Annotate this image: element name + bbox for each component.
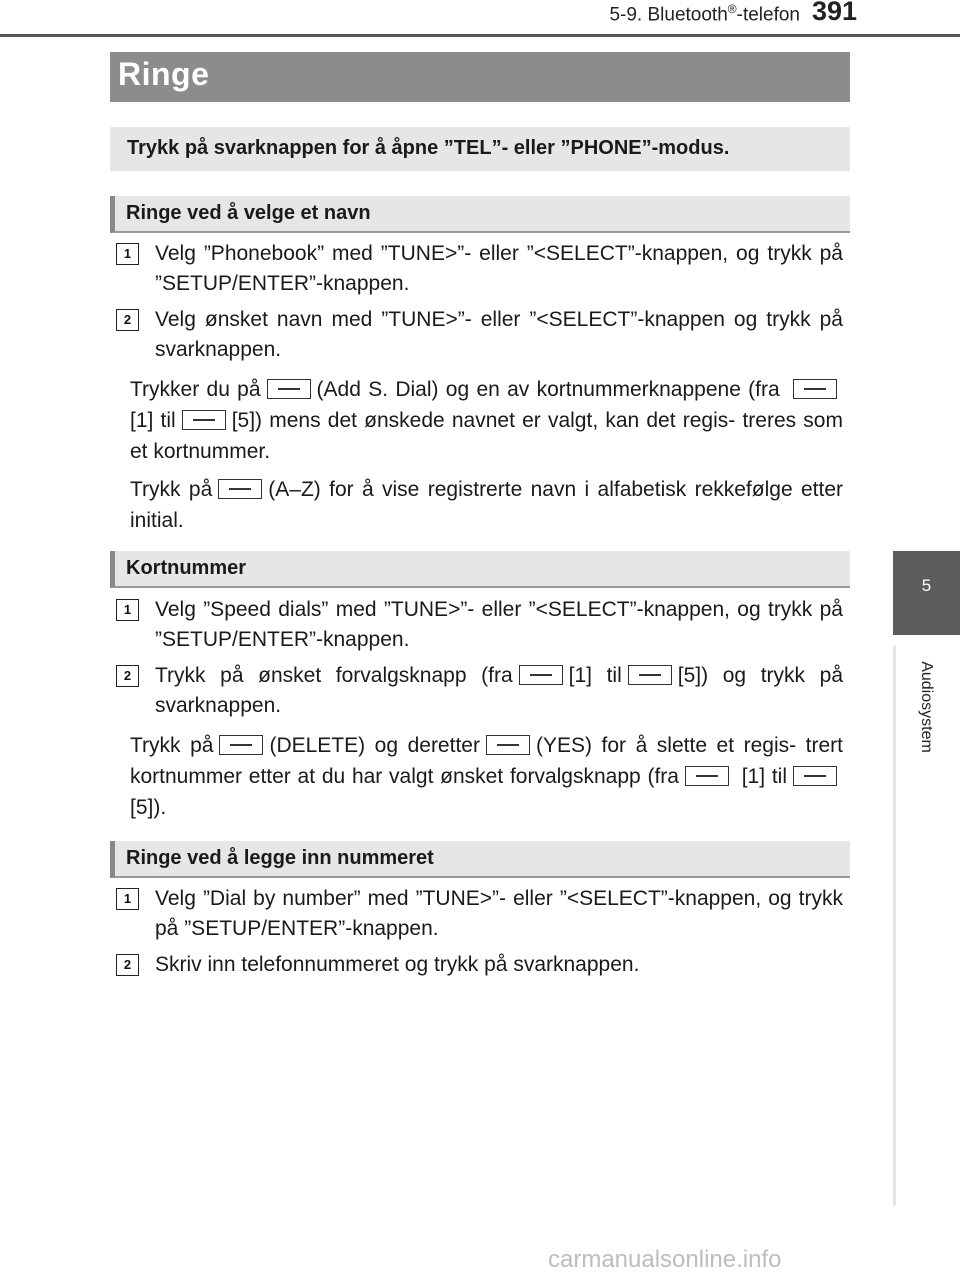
page-number: 391 bbox=[812, 0, 858, 26]
paragraph: Trykker du på (Add S. Dial) og en av kortnummerknappene (fra [1] til [5]) mens det ønskede navnet er valgt, kan det regis- treres som et kortnummer. bbox=[130, 378, 843, 463]
button-icon bbox=[793, 766, 837, 786]
section-heading: Ringe ved å legge inn nummeret bbox=[126, 847, 434, 869]
step-number: 2 bbox=[116, 954, 139, 976]
step-number: 2 bbox=[116, 665, 139, 687]
intro-box bbox=[110, 127, 850, 171]
step-number: 1 bbox=[116, 243, 139, 265]
chapter-tab: 5 bbox=[893, 551, 960, 635]
step-text: Velg ”Dial by number” med ”TUNE>”- eller ”<SELECT”-knappen, og trykk på ”SETUP/ENTER”-knappen. bbox=[155, 887, 843, 940]
side-rule bbox=[893, 646, 896, 1206]
watermark: carmanualsonline.info bbox=[548, 1246, 782, 1273]
button-icon bbox=[486, 735, 530, 755]
step-text: Skriv inn telefonnummeret og trykk på svarknappen. bbox=[155, 953, 640, 976]
section-heading: Kortnummer bbox=[126, 557, 247, 579]
section-heading: Ringe ved å velge et navn bbox=[126, 202, 371, 224]
page-title: Ringe bbox=[118, 56, 210, 92]
button-icon bbox=[267, 379, 311, 399]
button-icon bbox=[182, 410, 226, 430]
step-number: 1 bbox=[116, 599, 139, 621]
step-text: Velg ønsket navn med ”TUNE>”- eller ”<SELECT”-knappen og trykk på svarknappen. bbox=[155, 308, 843, 361]
step-number: 2 bbox=[116, 309, 139, 331]
paragraph: Trykk på (A–Z) for å vise registrerte navn i alfabetisk rekkefølge etter initial. bbox=[130, 478, 843, 532]
step-text: Velg ”Speed dials” med ”TUNE>”- eller ”<SELECT”-knappen, og trykk på ”SETUP/ENTER”-knappen. bbox=[155, 598, 843, 651]
button-icon bbox=[218, 479, 262, 499]
page-title-bar bbox=[110, 52, 850, 102]
section-heading-bar bbox=[110, 196, 850, 233]
section-title: 5-9. Bluetooth®-telefon bbox=[609, 2, 800, 26]
chapter-label: Audiosystem bbox=[918, 661, 935, 753]
button-icon bbox=[628, 665, 672, 685]
button-icon bbox=[793, 379, 837, 399]
step-text: Velg ”Phonebook” med ”TUNE>”- eller ”<SELECT”-knappen, og trykk på ”SETUP/ENTER”-knappen. bbox=[155, 242, 843, 295]
button-icon bbox=[685, 766, 729, 786]
header-rule bbox=[0, 34, 960, 37]
step-number: 1 bbox=[116, 888, 139, 910]
button-icon bbox=[519, 665, 563, 685]
intro-text: Trykk på svarknappen for å åpne ”TEL”- eller ”PHONE”-modus. bbox=[127, 137, 730, 159]
paragraph: Trykk på (DELETE) og deretter (YES) for å slette et regis- trert kortnummer etter at du har valgt ønsket forvalgsknapp (fra [1] til[5]). bbox=[130, 734, 843, 819]
button-icon bbox=[219, 735, 263, 755]
section-heading-bar bbox=[110, 841, 850, 878]
section-heading-bar bbox=[110, 551, 850, 588]
step-text: Trykk på ønsket forvalgsknapp (fra [1] til [5]) og trykk på svarknappen. bbox=[155, 664, 843, 717]
